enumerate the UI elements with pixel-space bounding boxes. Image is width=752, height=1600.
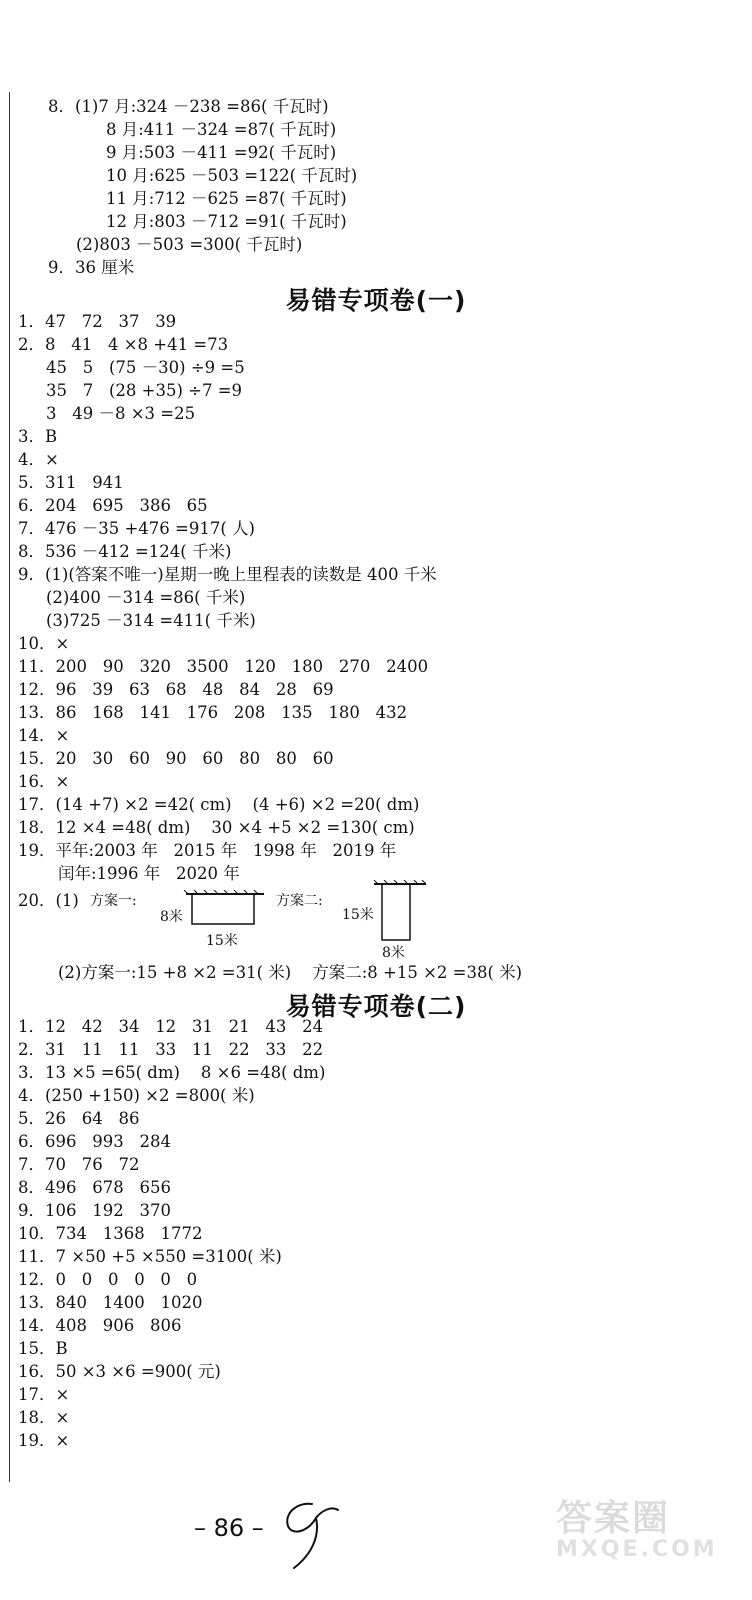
answer-line: 10．734 1368 1772	[18, 1224, 203, 1243]
plan1-rect-icon	[180, 890, 270, 930]
answer-line: 4．×	[18, 450, 59, 469]
answer-line: (2)400 －314 =86( 千米)	[46, 588, 246, 607]
watermark-logo: 答案圈	[556, 1498, 671, 1539]
answer-line: 9 月:503 －411 =92( 千瓦时)	[106, 143, 337, 162]
answer-line: (2)方案一:15 +8 ×2 =31( 米) 方案二:8 +15 ×2 =38( 米)	[58, 963, 523, 982]
answer-line: 5．26 64 86	[18, 1109, 140, 1128]
answer-line: 35 7 (28 +35) ÷7 =9	[46, 381, 243, 400]
answer-line: 19．平年:2003 年 2015 年 1998 年 2019 年	[18, 841, 397, 860]
answer-line: 3 49 －8 ×3 =25	[46, 404, 196, 423]
answer-line: 9．106 192 370	[18, 1201, 171, 1220]
answer-line: 11．200 90 320 3500 120 180 270 2400	[18, 657, 429, 676]
answer-line: 16．×	[18, 772, 70, 791]
page-number: – 86 –	[194, 1514, 264, 1542]
answer-line: 12．96 39 63 68 48 84 28 69	[18, 680, 334, 699]
answer-line: 11 月:712 －625 =87( 千瓦时)	[106, 189, 347, 208]
answer-line: 14．408 906 806	[18, 1316, 182, 1335]
answer-line: 14．×	[18, 726, 70, 745]
answer-line: (3)725 －314 =411( 千米)	[46, 611, 256, 630]
section-title-2: 易错专项卷(二)	[285, 992, 467, 1021]
answer-line: 10 月:625 －503 =122( 千瓦时)	[106, 166, 358, 185]
answer-line: 20．(1)	[18, 891, 79, 910]
answer-line: 15．B	[18, 1339, 68, 1358]
answer-line: 8．496 678 656	[18, 1178, 171, 1197]
answer-line: 2．31 11 11 33 11 22 33 22	[18, 1040, 324, 1059]
watermark	[556, 1490, 718, 1562]
watermark-url: MXQE.COM	[556, 1537, 718, 1562]
section-title-1: 易错专项卷(一)	[285, 286, 467, 315]
answer-line: 17．(14 +7) ×2 =42( cm) (4 +6) ×2 =20( dm)	[18, 795, 420, 814]
answer-line: 3．B	[18, 427, 58, 446]
plan2-rect-icon	[370, 880, 430, 950]
answer-line: 12 月:803 －712 =91( 千瓦时)	[106, 212, 347, 231]
answer-line: 9．(1)(答案不唯一)星期一晚上里程表的读数是 400 千米	[18, 565, 437, 584]
answer-line: 6．696 993 284	[18, 1132, 171, 1151]
answer-line: 1．47 72 37 39	[18, 312, 177, 331]
answer-line: 11．7 ×50 +5 ×550 =3100( 米)	[18, 1247, 282, 1266]
plan1-width-label: 15米	[206, 933, 238, 949]
answer-line: 6．204 695 386 65	[18, 496, 208, 515]
fence-plan-figure	[0, 880, 752, 960]
answer-line: 8 月:411 －324 =87( 千瓦时)	[106, 120, 337, 139]
answer-line: 4．(250 +150) ×2 =800( 米)	[18, 1086, 255, 1105]
answer-line: (2)803 －503 =300( 千瓦时)	[76, 235, 303, 254]
answer-line: 15．20 30 60 90 60 80 80 60	[18, 749, 334, 768]
answer-line: 3．13 ×5 =65( dm) 8 ×6 =48( dm)	[18, 1063, 326, 1082]
answer-line: 7．476 －35 +476 =917( 人)	[18, 519, 255, 538]
answer-line: 45 5 (75 －30) ÷9 =5	[46, 358, 245, 377]
answer-line: 1．12 42 34 12 31 21 43 24	[18, 1017, 324, 1036]
answer-line: 17．×	[18, 1385, 70, 1404]
answer-line: 闰年:1996 年 2020 年	[58, 864, 240, 883]
plan2-label: 方案二:	[276, 893, 323, 909]
plan2-height-label: 15米	[342, 907, 374, 923]
answer-line: 8．536 －412 =124( 千米)	[18, 542, 232, 561]
answer-line: 16．50 ×3 ×6 =900( 元)	[18, 1362, 221, 1381]
answer-line: 12．0 0 0 0 0 0	[18, 1270, 198, 1289]
answer-line: 2．8 41 4 ×8 +41 =73	[18, 335, 229, 354]
answer-line: 13．840 1400 1020	[18, 1293, 203, 1312]
answer-line: 13．86 168 141 176 208 135 180 432	[18, 703, 408, 722]
answer-line: 8．(1)7 月:324 －238 =86( 千瓦时)	[48, 97, 329, 116]
answer-line: 10．×	[18, 634, 70, 653]
answer-line: 18．12 ×4 =48( dm) 30 ×4 +5 ×2 =130( cm)	[18, 818, 415, 837]
answer-line: 7．70 76 72	[18, 1155, 140, 1174]
answer-line: 19．×	[18, 1431, 70, 1450]
answer-line: 5．311 941	[18, 473, 124, 492]
answer-line: 18．×	[18, 1408, 70, 1427]
answer-line: 9．36 厘米	[48, 258, 135, 277]
handwritten-signature-icon	[272, 1496, 352, 1576]
plan1-height-label: 8米	[160, 909, 183, 925]
plan2-width-label: 8米	[382, 945, 405, 961]
plan1-label: 方案一:	[90, 893, 137, 909]
